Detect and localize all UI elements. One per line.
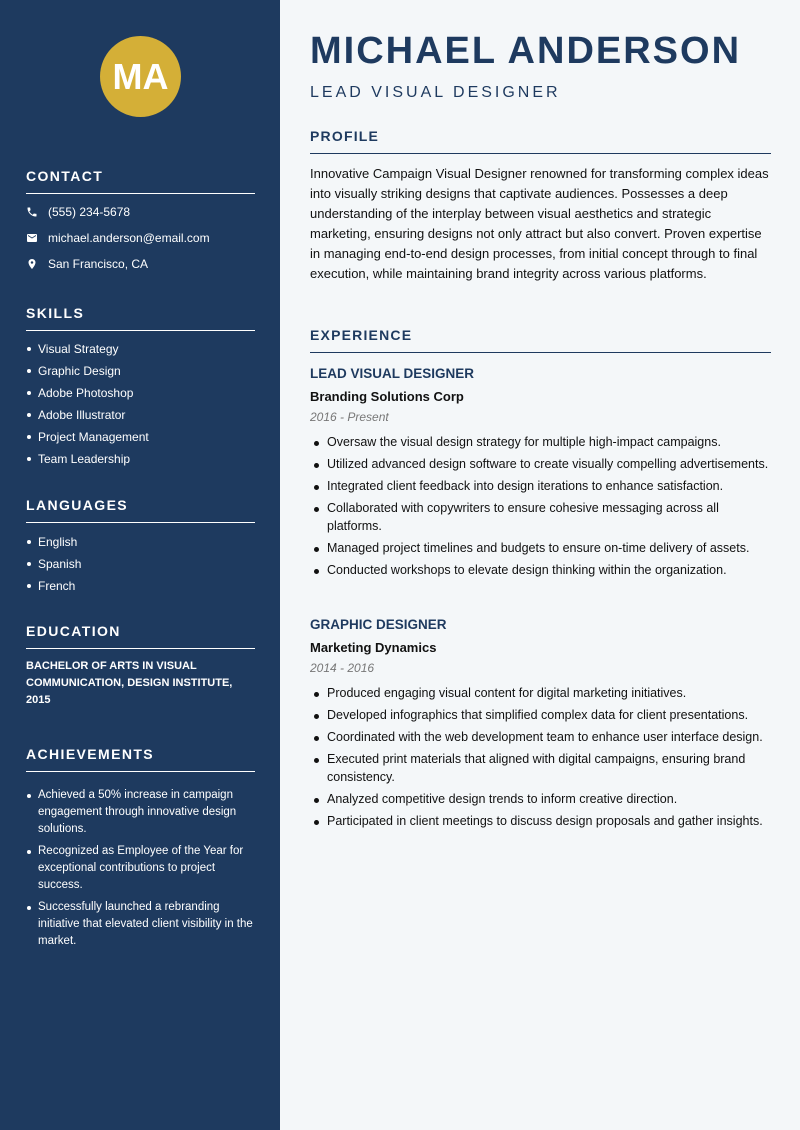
languages-heading: LANGUAGES (26, 497, 255, 523)
duty-item: Analyzed competitive design trends to inform creative direction. (310, 791, 771, 809)
job-duties (310, 685, 771, 835)
job-company: Marketing Dynamics (310, 640, 437, 655)
job-dates: 2016 - Present (310, 410, 389, 424)
achievement-item: Achieved a 50% increase in campaign engagement through innovative design solutions. (26, 787, 255, 838)
duty-item: Coordinated with the web development team to enhance user interface design. (310, 729, 771, 747)
skill-item: Adobe Illustrator (26, 407, 255, 429)
education-degree: BACHELOR OF ARTS IN VISUAL COMMUNICATION, DESIGN INSTITUTE, 2015 (26, 660, 233, 706)
email-text: michael.anderson@email.com (48, 231, 210, 245)
skill-item: Adobe Photoshop (26, 385, 255, 407)
experience-heading: EXPERIENCE (310, 327, 771, 353)
language-item: English (26, 534, 255, 556)
avatar-initials: MA (100, 36, 181, 117)
achievement-item: Recognized as Employee of the Year for exceptional contributions to project success. (26, 843, 255, 894)
language-item: French (26, 578, 255, 600)
location-text: San Francisco, CA (48, 257, 149, 271)
phone-text: (555) 234-5678 (48, 205, 131, 219)
duty-item: Utilized advanced design software to create visually compelling advertisements. (310, 456, 771, 474)
job-title: LEAD VISUAL DESIGNER (310, 366, 475, 381)
skills-list (26, 341, 255, 473)
duty-item: Integrated client feedback into design iterations to enhance satisfaction. (310, 478, 771, 496)
job-company: Branding Solutions Corp (310, 389, 464, 404)
duty-item: Collaborated with copywriters to ensure cohesive messaging across all platforms. (310, 500, 771, 535)
skill-item: Team Leadership (26, 451, 255, 473)
education-heading: EDUCATION (26, 623, 255, 649)
phone-icon (26, 206, 38, 218)
duty-item: Oversaw the visual design strategy for multiple high-impact campaigns. (310, 434, 771, 452)
duty-item: Developed infographics that simplified complex data for client presentations. (310, 707, 771, 725)
skill-item: Visual Strategy (26, 341, 255, 363)
languages-list (26, 534, 255, 600)
duty-item: Executed print materials that aligned with digital campaigns, ensuring brand consistency. (310, 751, 771, 786)
skills-heading: SKILLS (26, 305, 255, 331)
duty-item: Conducted workshops to elevate design thinking within the organization. (310, 562, 771, 580)
duty-item: Participated in client meetings to discuss design proposals and gather insights. (310, 813, 771, 831)
profile-text: Innovative Campaign Visual Designer renowned for transforming complex ideas into visually striking designs that captivate audiences. Possesses a deep understanding of the interplay between visual aesthetics and strategic marketing, ensuring designs not only attract but also convert. Proven expertise in managing end-to-end design processes, from initial concept through to final execution, while maintaining brand integrity across various platforms. (310, 166, 769, 281)
language-item: Spanish (26, 556, 255, 578)
contact-phone (26, 205, 130, 219)
candidate-name: MICHAEL ANDERSON (310, 30, 742, 72)
job-dates: 2014 - 2016 (310, 661, 375, 675)
job-duties (310, 434, 771, 584)
achievements-heading: ACHIEVEMENTS (26, 746, 255, 772)
profile-heading: PROFILE (310, 128, 771, 154)
location-pin-icon (26, 258, 38, 270)
achievement-item: Successfully launched a rebranding initiative that elevated client visibility in the market. (26, 899, 255, 950)
candidate-role: LEAD VISUAL DESIGNER (310, 84, 561, 101)
achievements-list (26, 787, 255, 955)
skill-item: Graphic Design (26, 363, 255, 385)
duty-item: Produced engaging visual content for digital marketing initiatives. (310, 685, 771, 703)
sidebar (0, 0, 280, 1130)
duty-item: Managed project timelines and budgets to ensure on-time delivery of assets. (310, 540, 771, 558)
mail-icon (26, 232, 38, 244)
contact-email (26, 231, 210, 245)
contact-location (26, 257, 148, 271)
contact-heading: CONTACT (26, 168, 255, 194)
job-title: GRAPHIC DESIGNER (310, 617, 447, 632)
skill-item: Project Management (26, 429, 255, 451)
